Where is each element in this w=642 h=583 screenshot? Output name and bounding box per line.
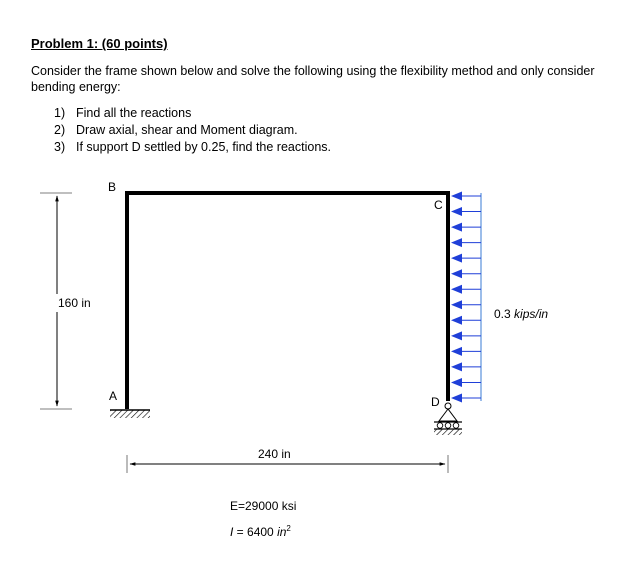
distributed-load [451,192,481,403]
task-number: 2) [54,123,66,137]
problem-intro: Consider the frame shown below and solve the following using the flexibility method and only consider bending energy: [31,64,595,94]
task-number: 3) [54,140,66,154]
load-arrow-head [451,269,462,278]
task-text: Find all the reactions [76,106,192,120]
problem-title: Problem 1: (60 points) [31,36,168,51]
task-number: 1) [54,106,66,120]
inertia-label: I = 6400 $in^2$ [230,524,291,539]
load-arrow-head [451,223,462,232]
load-arrow-head [451,285,462,294]
node-c-label: C [434,198,443,212]
load-arrow-head [451,254,462,263]
load-arrow-head [451,300,462,309]
fixed-support-a [110,410,150,418]
load-arrow-head [451,238,462,247]
width-dimension-label: 240 in [258,447,291,461]
node-b-label: B [108,180,117,194]
height-dimension-label: 160 in [58,296,91,310]
task-text: If support D settled by 0.25, find the reactions. [76,140,332,154]
load-arrow-head [451,331,462,340]
load-arrow-head [451,316,462,325]
load-arrow-head [451,378,462,387]
load-arrow-head [451,347,462,356]
modulus-label: E=29000 ksi [230,499,297,513]
load-arrow-head [451,207,462,216]
load-arrow-head [451,394,462,403]
load-arrow-head [451,362,462,371]
frame-members [127,193,448,409]
task-text: Draw axial, shear and Moment diagram. [76,123,298,137]
load-arrow-head [451,192,462,201]
load-label: 0.3 kips/in [494,307,549,321]
node-d-label: D [431,395,440,409]
node-a-label: A [109,389,118,403]
